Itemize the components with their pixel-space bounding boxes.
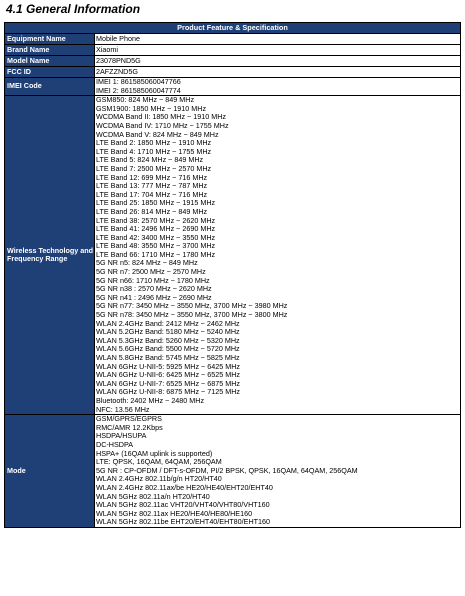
frequency-range-line: WLAN 6GHz U-NII-8: 6875 MHz ~ 7125 MHz: [96, 387, 240, 397]
frequency-range-line: WCDMA Band IV: 1710 MHz ~ 1755 MHz: [96, 120, 229, 130]
frequency-range-line: LTE Band 48: 3550 MHz ~ 3700 MHz: [96, 241, 216, 251]
mode-label: Mode: [5, 415, 95, 528]
frequency-range-line: LTE Band 2: 1850 MHz ~ 1910 MHz: [96, 138, 212, 148]
model-name-value: 23078PND5G: [95, 56, 461, 67]
mode-line: HSDPA/HSUPA: [96, 431, 147, 441]
mode-line: GSM/GPRS/EGPRS: [96, 414, 162, 424]
frequency-range-line: WLAN 6GHz U-NII-5: 5925 MHz ~ 6425 MHz: [96, 361, 240, 371]
frequency-range-line: WLAN 6GHz U-NII-7: 6525 MHz ~ 6875 MHz: [96, 378, 240, 388]
frequency-range-line: WLAN 2.4GHz Band: 2412 MHz ~ 2462 MHz: [96, 318, 240, 328]
frequency-range-line: 5G NR n38 : 2570 MHz ~ 2620 MHz: [96, 284, 212, 294]
fcc-id-value: 2AFZZND5G: [95, 67, 461, 78]
mode-line: LTE: QPSK, 16QAM, 64QAM, 256QAM: [96, 457, 222, 467]
imei-code-label: IMEI Code: [5, 78, 95, 96]
wireless-technology-values: [95, 96, 461, 415]
table-row: [5, 67, 461, 78]
section-title: 4.1 General Information: [6, 2, 141, 16]
table-row: [5, 415, 461, 528]
mode-line: WLAN 5GHz 802.11be EHT20/EHT40/EHT80/EHT160: [96, 517, 271, 527]
frequency-range-line: LTE Band 7: 2500 MHz ~ 2570 MHz: [96, 163, 212, 173]
frequency-range-line: NFC: 13.56 MHz: [96, 404, 150, 414]
model-name-label: Model Name: [5, 56, 95, 67]
equipment-name-value: Mobile Phone: [95, 34, 461, 45]
frequency-range-line: Bluetooth: 2402 MHz ~ 2480 MHz: [96, 395, 205, 405]
mode-line: WLAN 2.4GHz 802.11ax/be HE20/HE40/EHT20/EHT40: [96, 482, 273, 492]
mode-line: RMC/AMR 12.2Kbps: [96, 422, 163, 432]
frequency-range-line: LTE Band 26: 814 MHz ~ 849 MHz: [96, 206, 208, 216]
fcc-id-label: FCC ID: [5, 67, 95, 78]
table-row: [5, 96, 461, 415]
frequency-range-line: LTE Band 4: 1710 MHz ~ 1755 MHz: [96, 146, 212, 156]
frequency-range-line: WLAN 5.6GHz Band: 5500 MHz ~ 5720 MHz: [96, 344, 240, 354]
frequency-range-line: 5G NR n7: 2500 MHz ~ 2570 MHz: [96, 267, 206, 277]
equipment-name-label: Equipment Name: [5, 34, 95, 45]
frequency-range-line: 5G NR n41 : 2496 MHz ~ 2690 MHz: [96, 292, 212, 302]
mode-line: HSPA+ (16QAM uplink is supported): [96, 448, 213, 458]
frequency-range-line: LTE Band 25: 1850 MHz ~ 1915 MHz: [96, 198, 216, 208]
frequency-range-line: 5G NR n66: 1710 MHz ~ 1780 MHz: [96, 275, 210, 285]
frequency-range-line: WLAN 5.3GHz Band: 5260 MHz ~ 5320 MHz: [96, 335, 240, 345]
frequency-range-line: WCDMA Band V: 824 MHz ~ 849 MHz: [96, 129, 219, 139]
brand-name-value: Xiaomi: [95, 45, 461, 56]
frequency-range-line: WLAN 5.8GHz Band: 5745 MHz ~ 5825 MHz: [96, 353, 240, 362]
imei-1-line: IMEI 1: 861585060047766: [96, 77, 181, 86]
mode-line: WLAN 5GHz 802.11ax HE20/HE40/HE80/HE160: [96, 508, 253, 518]
imei-2-line: IMEI 2: 861585060047774: [96, 85, 181, 95]
mode-values: [95, 415, 461, 528]
mode-line: WLAN 2.4GHz 802.11b/g/n HT20/HT40: [96, 474, 222, 484]
mode-line: 5G NR : CP-OFDM / DFT-s-OFDM, PI/2 BPSK, QPSK, 16QAM, 64QAM, 256QAM: [96, 465, 358, 475]
table-row: [5, 78, 461, 96]
frequency-range-line: WLAN 5.2GHz Band: 5180 MHz ~ 5240 MHz: [96, 327, 240, 337]
frequency-range-line: LTE Band 5: 824 MHz ~ 849 MHz: [96, 155, 204, 165]
frequency-range-line: 5G NR n5: 824 MHz ~ 849 MHz: [96, 258, 198, 268]
mode-line: WLAN 5GHz 802.11ac VHT20/VHT40/VHT80/VHT160: [96, 500, 270, 510]
table-row: [5, 45, 461, 56]
wireless-technology-label: Wireless Technology and Frequency Range: [5, 96, 95, 415]
mode-line: DC-HSDPA: [96, 439, 134, 449]
frequency-range-line: WLAN 6GHz U-NII-6: 6425 MHz ~ 6525 MHz: [96, 370, 240, 380]
frequency-range-line: 5G NR n78: 3450 MHz ~ 3550 MHz, 3700 MHz ~ 3800 MHz: [96, 310, 288, 320]
frequency-range-line: LTE Band 38: 2570 MHz ~ 2620 MHz: [96, 215, 216, 225]
frequency-range-line: GSM1900: 1850 MHz ~ 1910 MHz: [96, 103, 207, 113]
general-information-table: [4, 22, 461, 528]
frequency-range-line: LTE Band 42: 3400 MHz ~ 3550 MHz: [96, 232, 216, 242]
table-header: Product Feature & Specification: [5, 23, 461, 34]
table-row: [5, 56, 461, 67]
imei-code-values: [95, 78, 461, 96]
frequency-range-line: LTE Band 41: 2496 MHz ~ 2690 MHz: [96, 224, 216, 234]
frequency-range-line: 5G NR n77: 3450 MHz ~ 3550 MHz, 3700 MHz ~ 3980 MHz: [96, 301, 288, 311]
frequency-range-line: LTE Band 12: 699 MHz ~ 716 MHz: [96, 172, 208, 182]
table-header-row: [5, 23, 461, 34]
frequency-range-line: LTE Band 13: 777 MHz ~ 787 MHz: [96, 181, 208, 191]
table-row: [5, 34, 461, 45]
frequency-range-line: LTE Band 17: 704 MHz ~ 716 MHz: [96, 189, 208, 199]
frequency-range-line: WCDMA Band II: 1850 MHz ~ 1910 MHz: [96, 112, 227, 122]
frequency-range-line: GSM850: 824 MHz ~ 849 MHz: [96, 95, 195, 105]
mode-line: WLAN 5GHz 802.11a/n HT20/HT40: [96, 491, 210, 501]
brand-name-label: Brand Name: [5, 45, 95, 56]
frequency-range-line: LTE Band 66: 1710 MHz ~ 1780 MHz: [96, 249, 216, 259]
